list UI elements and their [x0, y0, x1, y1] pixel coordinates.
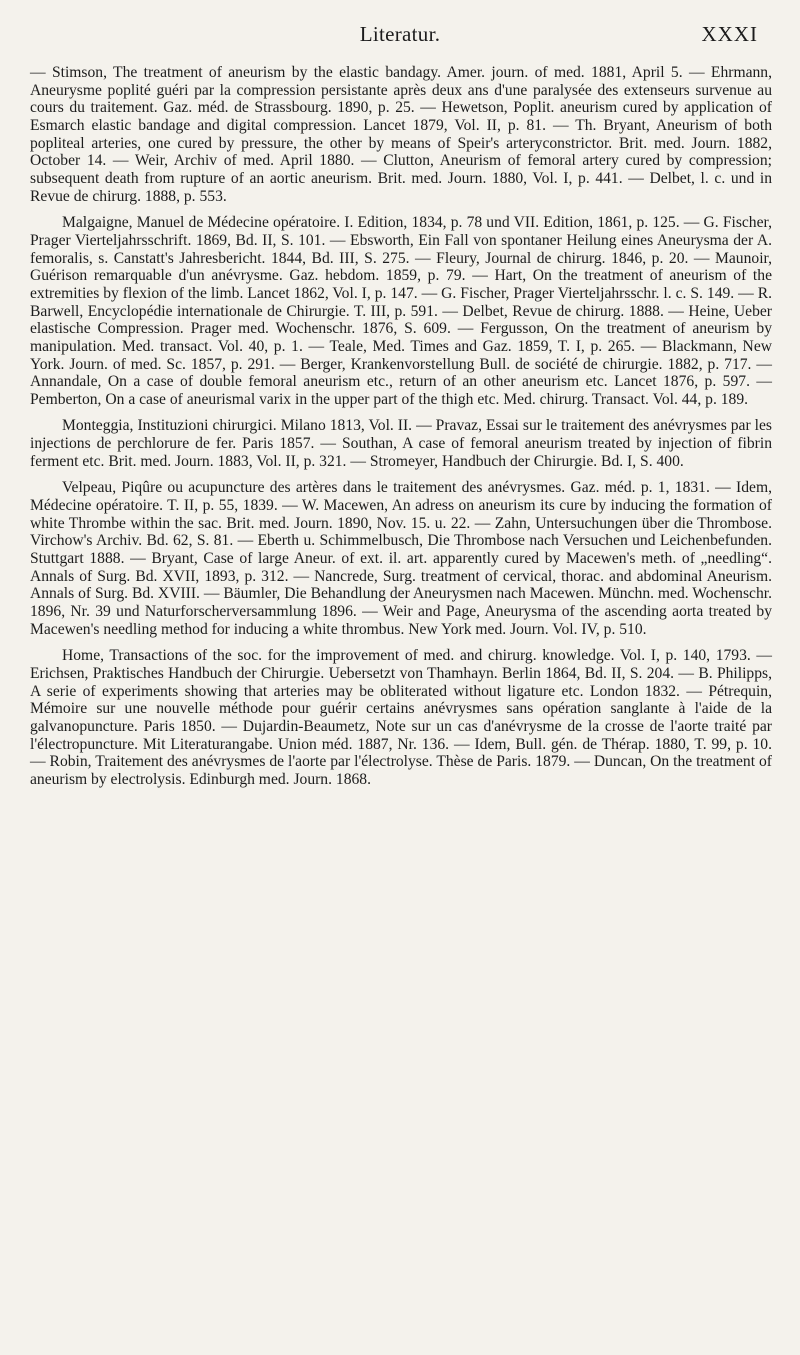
bibliography-paragraph: Monteggia, Instituzioni chirurgici. Milano 1813, Vol. II. — Pravaz, Essai sur le traitement des anévrysmes par les injections de perchlorure de fer. Paris 1857. — Southan, A case of femoral aneurism treated by injection of fibrin ferment etc. Brit. med. Journ. 1883, Vol. II, p. 321. — Stromeyer, Handbuch der Chirurgie. Bd. I, S. 400. [30, 417, 772, 470]
page-number: XXXI [701, 22, 758, 46]
page-header [0, 16, 800, 48]
bibliography-paragraph: Velpeau, Piqûre ou acupuncture des artères dans le traitement des anévrysmes. Gaz. méd. p. 1, 1831. — Idem, Médecine opératoire. T. II, p. 55, 1839. — W. Macewen, An adress on aneurism its cure by inducing the formation of white Thrombe within the sac. Brit. med. Journ. 1890, Nov. 15. u. 22. — Zahn, Untersuchungen über die Thrombose. Virchow's Archiv. Bd. 62, S. 81. — Eberth u. Schimmelbusch, Die Thrombose nach Versuchen und Leichenbefunden. Stuttgart 1888. — Bryant, Case of large Aneur. of ext. il. art. apparently cured by Macewen's meth. of „needling“. Annals of Surg. Bd. XVII, 1893, p. 312. — Nancrede, Surg. treatment of cervical, thorac. and abdominal Aneurism. Annals of Surg. Bd. XVIII. — Bäumler, Die Behandlung der Aneurysmen nach Macewen. Münchn. med. Wochenschr. 1896, Nr. 39 und Naturforscherversammlung 1896. — Weir and Page, Aneurysma of the ascending aorta treated by Macewen's needling method for inducing a white thrombus. New York med. Journ. Vol. IV, p. 510. [30, 479, 772, 638]
bibliography-paragraph: Home, Transactions of the soc. for the improvement of med. and chirurg. knowledge. Vol. I, p. 140, 1793. — Erichsen, Praktisches Handbuch der Chirurgie. Uebersetzt von Thamhayn. Berlin 1864, Bd. II, S. 204. — B. Philipps, A serie of experiments showing that arteries may be obliterated without ligature etc. London 1832. — Pétrequin, Mémoire sur une nouvelle méthode pour guérir certains anévrysmes sans opération sanglante à l'aide de la galvanopuncture. Paris 1850. — Dujardin-Beaumetz, Note sur un cas d'anévrysme de la crosse de l'aorte traité par l'électropuncture. Mit Literaturangabe. Union méd. 1887, Nr. 136. — Idem, Bull. gén. de Thérap. 1880, T. 99, p. 10. — Robin, Traitement des anévrysmes de l'aorte par l'électrolyse. Thèse de Paris. 1879. — Duncan, On the treatment of aneurism by electrolysis. Edinburgh med. Journ. 1868. [30, 647, 772, 788]
running-title: Literatur. [359, 22, 441, 46]
bibliography-paragraph: — Stimson, The treatment of aneurism by the elastic bandagy. Amer. journ. of med. 1881, April 5. — Ehrmann, Aneurysme poplité guéri par la compression persistante après deux ans d'une paralysée des extenseurs survenue au cours du traitement. Gaz. méd. de Strassbourg. 1890, p. 25. — Hewetson, Poplit. aneurism cured by application of Esmarch elastic bandage and digital compression. Lancet 1879, Vol. II, p. 81. — Th. Bryant, Aneurism of both popliteal arteries, one cured by pressure, the other by means of Speir's arteryconstrictor. Brit. med. Journ. 1882, October 14. — Weir, Archiv of med. April 1880. — Clutton, Aneurism of femoral artery cured by compression; subsequent death from rupture of an aortic aneurism. Brit. med. Journ. 1880, Vol. I, p. 441. — Delbet, l. c. und in Revue de chirurg. 1888, p. 553. [30, 64, 772, 205]
bibliography-paragraph: Malgaigne, Manuel de Médecine opératoire. I. Edition, 1834, p. 78 und VII. Edition, 1861, p. 125. — G. Fischer, Prager Vierteljahrsschrift. 1869, Bd. II, S. 101. — Ebsworth, Ein Fall von spontaner Heilung eines Aneurysma der A. femoralis, s. Canstatt's Jahresbericht. 1844, Bd. III, S. 275. — Fleury, Journal de chirurg. 1846, p. 20. — Maunoir, Guérison remarquable d'un anévrysme. Gaz. hebdom. 1859, p. 79. — Hart, On the treatment of aneurism of the extremities by flexion of the limb. Lancet 1862, Vol. I, p. 147. — G. Fischer, Prager Vierteljahrsschr. l. c. S. 149. — R. Barwell, Encyclopédie internationale de Chirurgie. T. III, p. 591. — Delbet, Revue de chirurg. 1888. — Heine, Ueber elastische Compression. Prager med. Wochenschr. 1876, S. 609. — Fergusson, On the treatment of aneurism by manipulation. Med. transact. Vol. 40, p. 1. — Teale, Med. Times and Gaz. 1859, T. I, p. 265. — Blackmann, New York. Journ. of med. Sc. 1857, p. 291. — Berger, Krankenvorstellung Bull. de société de chirurgie. 1882, p. 717. — Annandale, On a case of double femoral aneurism etc., return of an other aneurism etc. Lancet 1876, p. 597. — Pemberton, On a case of aneurismal varix in the upper part of the thigh etc. Med. chirurg. Transact. Vol. 44, p. 189. [30, 214, 772, 408]
bibliography-text [30, 64, 772, 798]
